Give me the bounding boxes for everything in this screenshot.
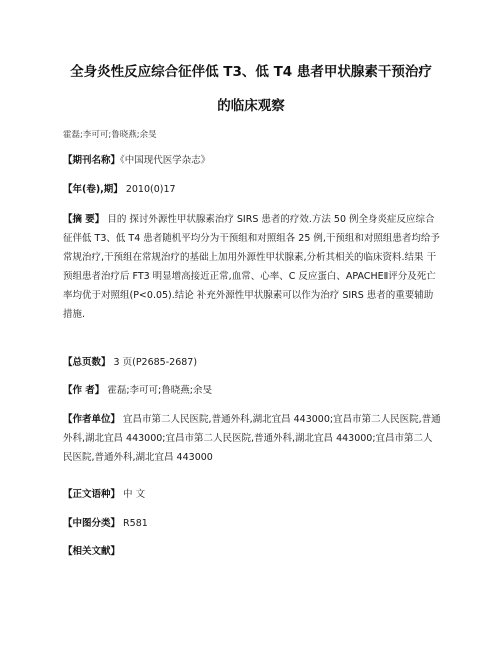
pages-field bbox=[63, 353, 441, 372]
classification-value: R581 bbox=[123, 518, 148, 529]
pages-label: 【总页数】 bbox=[63, 357, 111, 368]
year-issue-field bbox=[63, 180, 441, 199]
author-value: 霍磊;李可可;鲁晓燕;余旻 bbox=[107, 385, 212, 396]
abstract-text: 目的 探讨外源性甲状腺素治疗 SIRS 患者的疗效.方法 50 例全身炎症反应综合征伴低 T3、低 T4 患者随机平均分为干预组和对照组各 25 例,干预组和对照组患者均给予常规治疗,干预组在常规治疗的基础上加用外源性甲状腺素,分析其相关的临床资料.结果 干预组患者治疗后 FT3 明显增高接近正常,血常、心率、C 反应蛋白、APACHEⅡ评分及死亡率均优于对照组(P<0.05).结论 补充外源性甲状腺素可以作为治疗 SIRS 患者的重要辅助措施. bbox=[63, 214, 440, 320]
classification-label: 【中图分类】 bbox=[63, 518, 121, 529]
abstract-label: 【摘 要】 bbox=[63, 214, 105, 225]
author-label: 【作 者】 bbox=[63, 385, 105, 396]
related-literature-field bbox=[63, 542, 441, 561]
related-literature-label: 【相关文献】 bbox=[63, 546, 121, 557]
year-issue-label: 【年(卷),期】 bbox=[63, 184, 123, 195]
document-title-line-2: 的临床观察 bbox=[217, 98, 285, 114]
language-label: 【正文语种】 bbox=[63, 489, 121, 500]
affiliation-value: 宜昌市第二人民医院,普通外科,湖北宜昌 443000;宜昌市第二人民医院,普通外科,湖北宜昌 443000;宜昌市第二人民医院,普通外科,湖北宜昌 443000;宜昌市第二人民医院,普通外科,湖北宜昌 443000 bbox=[63, 414, 441, 463]
periodical-field bbox=[63, 151, 441, 170]
affiliation-label: 【作者单位】 bbox=[63, 414, 121, 425]
authors-line: 霍磊;李可可;鲁晓燕;余旻 bbox=[63, 130, 157, 140]
classification-field bbox=[63, 514, 441, 533]
abstract-field bbox=[63, 210, 441, 324]
language-value: 中 文 bbox=[123, 489, 146, 500]
periodical-value: 《中国现代医学杂志》 bbox=[120, 155, 211, 166]
language-field bbox=[63, 485, 441, 504]
document-title-line-1: 全身炎性反应综合征伴低 T3、低 T4 患者甲状腺素干预治疗 bbox=[70, 64, 432, 80]
pages-value: 3 页(P2685-2687) bbox=[113, 357, 198, 368]
year-issue-value: 2010(0)17 bbox=[125, 184, 176, 195]
periodical-label: 【期刊名称】 bbox=[63, 155, 121, 166]
author-field bbox=[63, 381, 441, 400]
affiliation-field bbox=[63, 410, 441, 467]
